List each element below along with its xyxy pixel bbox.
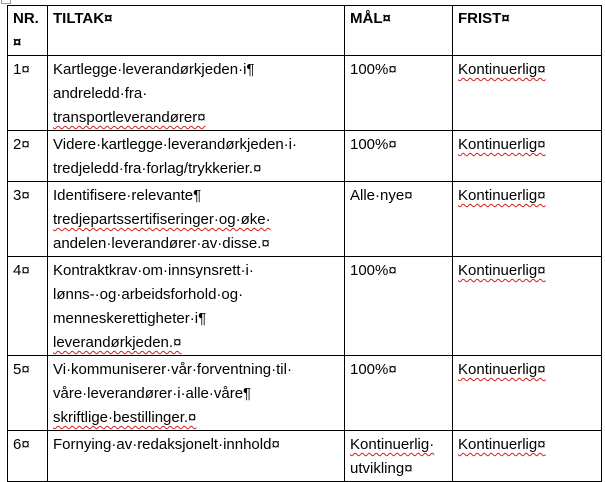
text-line: utvikling¤ (350, 460, 413, 477)
text-line: andelen·leverandører·av·disse.¤ (53, 235, 270, 252)
cell-tiltak[interactable] (48, 131, 345, 182)
cell-nr[interactable]: 5¤ (8, 356, 48, 431)
text-line: Videre·kartlegge·leverandørkjeden·i· (53, 136, 298, 153)
cell-mal[interactable] (345, 56, 453, 131)
text-line: 100%¤ (350, 61, 397, 78)
text-line: transportleverandører¤ (53, 109, 206, 126)
text-line: Vi·kommuniserer·vår·forventning·til· (53, 361, 292, 378)
cell-nr[interactable]: 1¤ (8, 56, 48, 131)
cell-frist[interactable]: Kontinuerlig¤ (453, 56, 602, 131)
table-row (8, 56, 602, 131)
cell-tiltak[interactable] (48, 431, 345, 482)
text-line: lønns-·og·arbeidsforhold·og· (53, 286, 244, 303)
cell-mal[interactable] (345, 131, 453, 182)
cell-tiltak[interactable] (48, 257, 345, 356)
cell-tiltak[interactable] (48, 56, 345, 131)
cell-frist[interactable]: Kontinuerlig¤ (453, 131, 602, 182)
text-line: Identifisere·relevante¶ (53, 187, 202, 204)
cell-frist[interactable]: Kontinuerlig¤ (453, 431, 602, 482)
cell-tiltak[interactable] (48, 182, 345, 257)
text-line: Kontraktkrav·om·innsynsrett·i· (53, 262, 254, 279)
cell-nr[interactable]: 6¤ (8, 431, 48, 482)
text-line: Kontinuerlig· (350, 436, 435, 453)
cell-frist[interactable]: Kontinuerlig¤ (453, 182, 602, 257)
cell-nr[interactable]: 4¤ (8, 257, 48, 356)
table-row (8, 257, 602, 356)
text-line: 100%¤ (350, 361, 397, 378)
header-row (8, 6, 602, 56)
cell-frist[interactable]: Kontinuerlig¤ (453, 356, 602, 431)
cell-tiltak[interactable] (48, 356, 345, 431)
text-line: skriftlige·bestillinger.¤ (53, 409, 197, 426)
measures-table (7, 5, 602, 482)
text-line: 100%¤ (350, 136, 397, 153)
text-line: tredjeledd·fra·forlag/trykkerier.¤ (53, 160, 262, 177)
cell-nr[interactable]: 3¤ (8, 182, 48, 257)
header-frist[interactable]: FRIST¤ (453, 6, 602, 56)
text-line: Alle·nye¤ (350, 187, 413, 204)
header-mal[interactable]: MÅL¤ (345, 6, 453, 56)
text-line: våre·leverandører·i·alle·våre¶ (53, 385, 252, 402)
cell-marker-icon (1, 0, 11, 4)
cell-nr[interactable]: 2¤ (8, 131, 48, 182)
table-row (8, 431, 602, 482)
text-line: 100%¤ (350, 262, 397, 279)
table-row (8, 131, 602, 182)
text-line: menneskerettigheter·i¶ (53, 310, 207, 327)
text-line: Kartlegge·leverandørkjeden·i¶ (53, 61, 255, 78)
header-nr[interactable]: NR.¤ (8, 6, 48, 56)
text-line: andreledd·fra· (53, 85, 148, 102)
table-row (8, 356, 602, 431)
cell-mal[interactable] (345, 257, 453, 356)
header-tiltak[interactable]: TILTAK¤ (48, 6, 345, 56)
cell-mal[interactable] (345, 431, 453, 482)
cell-mal[interactable] (345, 356, 453, 431)
text-line: leverandørkjeden.¤ (53, 334, 182, 351)
cell-mal[interactable] (345, 182, 453, 257)
text-line: Fornying·av·redaksjonelt·innhold¤ (53, 436, 280, 453)
table-row (8, 182, 602, 257)
text-line: tredjepartssertifiseringer·og·øke· (53, 211, 271, 228)
cell-frist[interactable]: Kontinuerlig¤ (453, 257, 602, 356)
